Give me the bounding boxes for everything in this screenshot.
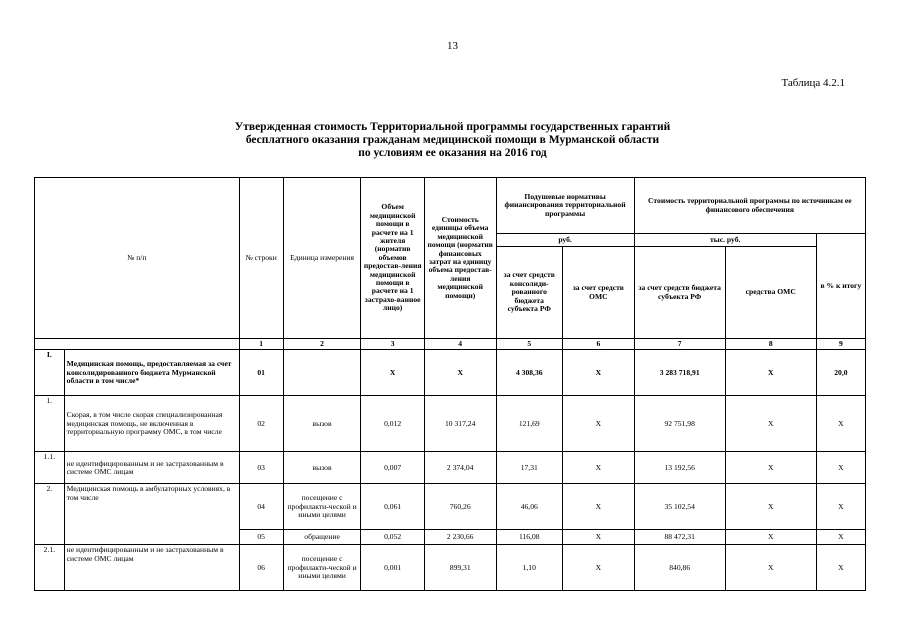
row-unit: обращение bbox=[283, 530, 361, 545]
row-code: 02 bbox=[239, 396, 283, 452]
title-line-2: бесплатного оказания гражданам медицинской помощи в Мурманской области bbox=[245, 134, 660, 146]
header-oms-funds: за счет средств ОМС bbox=[563, 247, 635, 339]
row-col6: X bbox=[563, 530, 635, 545]
col-number: 4 bbox=[424, 339, 496, 350]
header-thousand-rub: тыс. руб. bbox=[634, 234, 816, 247]
row-col8: X bbox=[725, 545, 816, 591]
cost-table bbox=[34, 177, 866, 591]
row-col6: X bbox=[563, 350, 635, 396]
col-number: 5 bbox=[496, 339, 563, 350]
row-volume: 0,001 bbox=[361, 545, 424, 591]
row-col5: 4 308,36 bbox=[496, 350, 563, 396]
header-oms-means: средства ОМС bbox=[725, 247, 816, 339]
title-line-3: по условиям ее оказания на 2016 год bbox=[358, 147, 547, 159]
row-unit-cost: X bbox=[424, 350, 496, 396]
row-code: 04 bbox=[239, 484, 283, 530]
header-volume: Объем медицинской помощи в расчете на 1 жителя (норматив объемов предостав-ления медицинской помощи в расчете на 1 застрахо-ванное лицо) bbox=[361, 178, 424, 339]
row-col9: X bbox=[816, 452, 865, 484]
table-row bbox=[35, 350, 866, 396]
header-budget-consolidated: за счет средств консолиди-рованного бюджета субъекта РФ bbox=[496, 247, 563, 339]
title-line-1: Утвержденная стоимость Территориальной программы государственных гарантий bbox=[234, 121, 671, 133]
row-col8: X bbox=[725, 530, 816, 545]
page-number: 13 bbox=[447, 40, 458, 52]
table-row bbox=[35, 484, 866, 530]
row-col6: X bbox=[563, 396, 635, 452]
row-col7: 3 283 718,91 bbox=[634, 350, 725, 396]
row-name: Медицинская помощь в амбулаторных условиях, в том числе bbox=[64, 484, 239, 545]
row-col9: X bbox=[816, 396, 865, 452]
row-unit: вызов bbox=[283, 396, 361, 452]
row-col5: 46,06 bbox=[496, 484, 563, 530]
header-budget-subject: за счет средств бюджета субъекта РФ bbox=[634, 247, 725, 339]
header-unit-cost: Стоимость единицы объема медицинской помощи (норматив финансовых затрат на единицу объема предостав-ления медицинской помощи) bbox=[424, 178, 496, 339]
row-num: 2. bbox=[35, 484, 65, 545]
row-col7: 88 472,31 bbox=[634, 530, 725, 545]
col-number: 3 bbox=[361, 339, 424, 350]
col-number: 8 bbox=[725, 339, 816, 350]
row-code: 03 bbox=[239, 452, 283, 484]
row-name: Скорая, в том числе скорая специализированная медицинская помощь, не включенная в территориальную программу ОМС, в том числе bbox=[64, 396, 239, 452]
row-unit-cost: 899,31 bbox=[424, 545, 496, 591]
col-number: 2 bbox=[283, 339, 361, 350]
table-row bbox=[35, 396, 866, 452]
row-col8: X bbox=[725, 452, 816, 484]
col-number: 6 bbox=[563, 339, 635, 350]
header-unit: Единица измерения bbox=[283, 178, 361, 339]
row-volume: 0,012 bbox=[361, 396, 424, 452]
row-col5: 121,69 bbox=[496, 396, 563, 452]
row-code: 01 bbox=[239, 350, 283, 396]
header-total-cost: Стоимость территориальной программы по источникам ее финансового обеспечения bbox=[634, 178, 865, 234]
header-row-number: № строки bbox=[239, 178, 283, 339]
row-col5: 116,08 bbox=[496, 530, 563, 545]
row-volume: 0,007 bbox=[361, 452, 424, 484]
row-num: 1. bbox=[35, 396, 65, 452]
document-title bbox=[150, 121, 755, 160]
row-unit-cost: 2 230,66 bbox=[424, 530, 496, 545]
row-code: 05 bbox=[239, 530, 283, 545]
row-col8: X bbox=[725, 484, 816, 530]
col-number: 1 bbox=[239, 339, 283, 350]
row-col6: X bbox=[563, 484, 635, 530]
row-col9: X bbox=[816, 545, 865, 591]
row-volume: X bbox=[361, 350, 424, 396]
row-num: 2.1. bbox=[35, 545, 65, 591]
table-row bbox=[35, 545, 866, 591]
table-row bbox=[35, 452, 866, 484]
table-label: Таблица 4.2.1 bbox=[781, 77, 845, 89]
row-unit bbox=[283, 350, 361, 396]
row-unit: посещение с профилакти-ческой и иными целями bbox=[283, 545, 361, 591]
row-num: 1.1. bbox=[35, 452, 65, 484]
row-code: 06 bbox=[239, 545, 283, 591]
row-col5: 1,10 bbox=[496, 545, 563, 591]
column-number-row bbox=[35, 339, 866, 350]
col-number: 9 bbox=[816, 339, 865, 350]
row-col9: X bbox=[816, 530, 865, 545]
header-rub: руб. bbox=[496, 234, 634, 247]
row-unit-cost: 2 374,04 bbox=[424, 452, 496, 484]
row-unit: вызов bbox=[283, 452, 361, 484]
row-name: не идентифицированным и не застрахованным в системе ОМС лицам bbox=[64, 545, 239, 591]
header-num: № п/п bbox=[35, 178, 240, 339]
row-col7: 35 102,54 bbox=[634, 484, 725, 530]
row-name: не идентифицированным и не застрахованным в системе ОМС лицам bbox=[64, 452, 239, 484]
col-number: 7 bbox=[634, 339, 725, 350]
row-unit: посещение с профилакти-ческой и иными целями bbox=[283, 484, 361, 530]
table-header bbox=[35, 178, 866, 350]
row-col5: 17,31 bbox=[496, 452, 563, 484]
row-col8: X bbox=[725, 396, 816, 452]
row-col6: X bbox=[563, 545, 635, 591]
header-percent: в % к итогу bbox=[816, 234, 865, 339]
row-col7: 13 192,56 bbox=[634, 452, 725, 484]
row-unit-cost: 10 317,24 bbox=[424, 396, 496, 452]
row-col7: 840,86 bbox=[634, 545, 725, 591]
row-col6: X bbox=[563, 452, 635, 484]
row-volume: 0,061 bbox=[361, 484, 424, 530]
row-unit-cost: 760,26 bbox=[424, 484, 496, 530]
row-col7: 92 751,98 bbox=[634, 396, 725, 452]
row-name: Медицинская помощь, предоставляемая за счет консолидированного бюджета Мурманской области в том числе* bbox=[64, 350, 239, 396]
row-col8: X bbox=[725, 350, 816, 396]
row-col9: 20,0 bbox=[816, 350, 865, 396]
table-body bbox=[35, 350, 866, 591]
row-num: I. bbox=[35, 350, 65, 396]
row-col9: X bbox=[816, 484, 865, 530]
header-per-capita: Подушевые нормативы финансирования территориальной программы bbox=[496, 178, 634, 234]
row-volume: 0,052 bbox=[361, 530, 424, 545]
